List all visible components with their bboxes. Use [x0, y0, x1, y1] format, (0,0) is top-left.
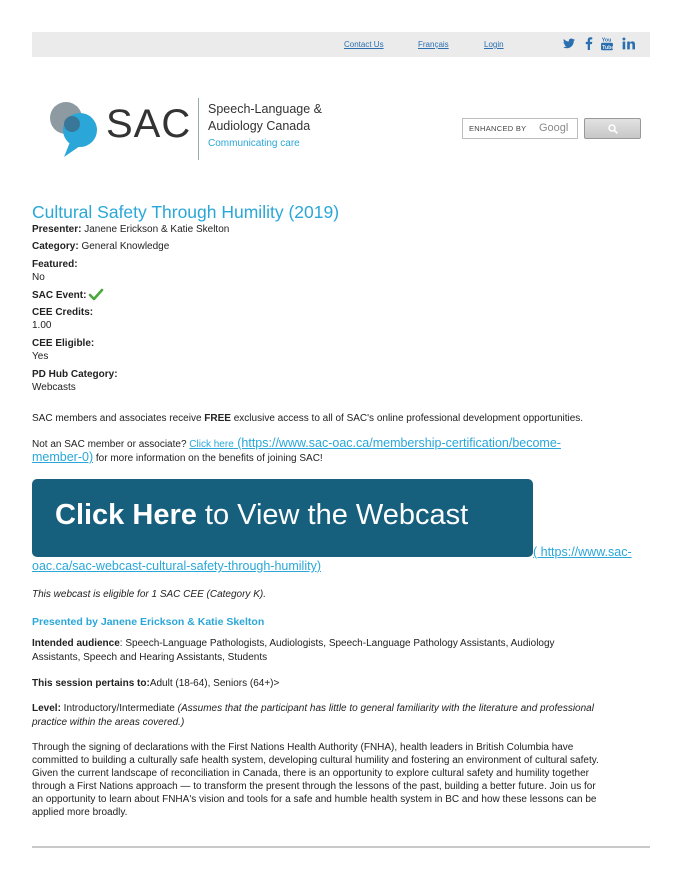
checkmark-icon — [89, 289, 103, 300]
svg-text:Tube: Tube — [602, 44, 615, 51]
audience-line-1 — [32, 637, 555, 650]
level-label: Level: — [32, 703, 61, 714]
view-webcast-banner-text — [55, 499, 468, 532]
youtube-icon[interactable] — [601, 36, 613, 54]
linkedin-icon[interactable] — [622, 37, 635, 53]
presenter-label: Presenter: — [32, 224, 82, 235]
cee-credits-value: 1.00 — [32, 320, 52, 331]
svg-text:You: You — [601, 37, 612, 44]
sac-event-label: SAC Event: — [32, 290, 87, 301]
level-note-2: practice within the areas covered.) — [32, 717, 185, 728]
pertains-value: Adult (18-64), Seniors (64+)> — [149, 678, 280, 689]
logo-tagline: Communicating care — [208, 138, 300, 149]
audience-value-2: Assistants, Speech and Hearing Assistants, Students — [32, 652, 268, 663]
level-value: Introductory/Intermediate — [60, 703, 178, 714]
logo-line-1: Speech-Language & — [208, 102, 322, 116]
featured-label: Featured: — [32, 259, 78, 270]
audience-value-1: : Speech-Language Pathologists, Audiologists, Speech-Language Pathology Assistants, Audiology — [119, 638, 555, 649]
description-line-6: applied more broadly. — [32, 807, 128, 818]
twitter-icon[interactable] — [563, 38, 575, 52]
logo-wordmark: SAC — [106, 102, 192, 146]
webcast-url-line-1 — [533, 546, 632, 560]
login-link[interactable]: Login — [484, 40, 504, 49]
presenter-value: Janene Erickson & Katie Skelton — [84, 224, 230, 235]
description-line-5: an opportunity to learn about FNHA's vision and tools for a safe and humble health system in BC and how these lessons can be — [32, 794, 597, 805]
free-access-pre: SAC members and associates receive — [32, 413, 205, 424]
facebook-icon[interactable] — [585, 37, 593, 53]
logo-divider — [198, 98, 199, 160]
top-bar — [32, 32, 650, 57]
featured-value: No — [32, 272, 45, 283]
search-enhanced-label: ENHANCED BY — [469, 124, 527, 133]
membership-text-line-2 — [32, 451, 323, 465]
pd-hub-value: Webcasts — [32, 382, 76, 393]
membership-post: for more information on the benefits of joining SAC! — [93, 453, 323, 464]
membership-pre: Not an SAC member or associate? — [32, 439, 190, 450]
sac-logo[interactable] — [50, 98, 340, 162]
level-note-1: (Assumes that the participant has little to general familiarity with the literature and professional — [177, 703, 594, 714]
category-row — [32, 240, 169, 253]
description-line-1: Through the signing of declarations with the First Nations Health Authority (FNHA), health leaders in British Columbia have — [32, 742, 574, 753]
banner-bold-text: Click Here — [55, 499, 197, 531]
category-value: General Knowledge — [81, 241, 170, 252]
webcast-url-link[interactable]: ( https://www.sac- — [533, 545, 632, 559]
free-access-bold: FREE — [204, 413, 231, 424]
membership-click-here-link[interactable]: Click here — [189, 439, 234, 450]
footer-divider — [32, 846, 650, 848]
contact-us-link[interactable]: Contact Us — [344, 40, 384, 49]
cee-credits-label: CEE Credits: — [32, 307, 94, 318]
presenter-row — [32, 223, 229, 236]
audience-label: Intended audience — [32, 638, 120, 649]
free-access-post: exclusive access to all of SAC's online professional development opportunities. — [230, 413, 584, 424]
level-line-1 — [32, 702, 594, 715]
banner-rest-text: to View the Webcast — [196, 499, 469, 531]
pd-hub-label: PD Hub Category: — [32, 369, 118, 380]
search-brand-label: Googl — [539, 122, 569, 134]
webcast-url-link-2[interactable]: oac.ca/sac-webcast-cultural-safety-through-humility) — [32, 559, 321, 573]
francais-link[interactable]: Français — [418, 40, 449, 49]
pertains-row — [32, 677, 279, 690]
webcast-url-line-2 — [32, 560, 321, 574]
search-icon — [608, 124, 618, 134]
free-access-text — [32, 412, 583, 425]
cee-note: This webcast is eligible for 1 SAC CEE (Category K). — [32, 589, 266, 600]
category-label: Category: — [32, 241, 79, 252]
presented-by-heading: Presented by Janene Erickson & Katie Skelton — [32, 616, 265, 628]
search-button[interactable] — [584, 118, 641, 139]
view-webcast-banner[interactable] — [32, 479, 533, 557]
membership-url-link-2[interactable]: member-0) — [32, 450, 94, 464]
cee-eligible-label: CEE Eligible: — [32, 338, 95, 349]
description-line-3: Given the current landscape of reconciliation in Canada, there is an opportunity to explore cultural safety and humility together — [32, 768, 589, 779]
membership-text — [32, 437, 632, 451]
speech-bubble-icon — [50, 100, 102, 158]
search-input[interactable] — [462, 118, 578, 139]
description-line-2: committed to building a culturally safe health system, developing cultural humility and fostering an environment of cultural safety. — [32, 755, 599, 766]
description-line-4: through a First Nations approach — to transform the present through the lessons of the past, building a better future. Join us for — [32, 781, 596, 792]
sac-event-row — [32, 289, 103, 302]
page-title: Cultural Safety Through Humility (2019) — [32, 202, 340, 222]
membership-url-link[interactable]: (https://www.sac-oac.ca/membership-certification/become- — [233, 436, 561, 450]
logo-line-2: Audiology Canada — [208, 119, 311, 133]
cee-eligible-value: Yes — [32, 351, 49, 362]
pertains-label: This session pertains to: — [32, 678, 150, 689]
